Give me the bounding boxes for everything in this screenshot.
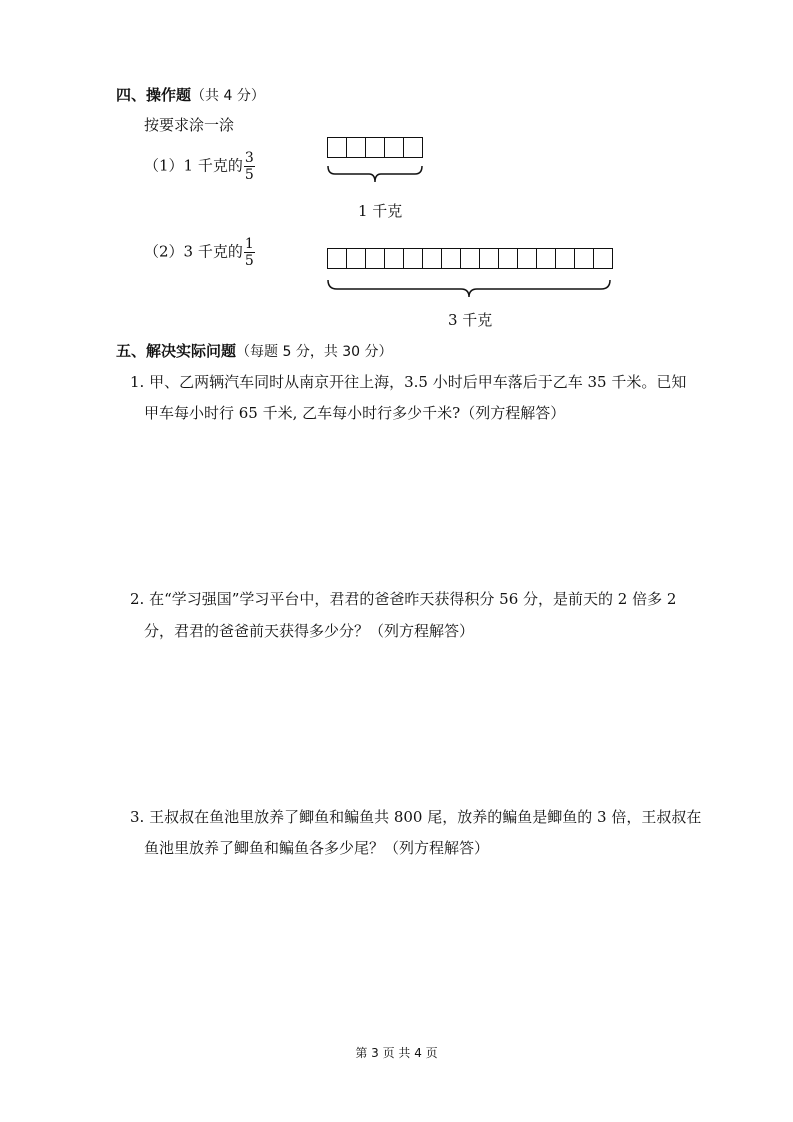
item-2-label — [144, 236, 255, 269]
fraction-numerator: 1 — [244, 236, 254, 252]
section-4-title: 四、操作题 — [116, 86, 192, 104]
grid-cell[interactable] — [404, 137, 423, 158]
problem-3-line-1: 3. 王叔叔在鱼池里放养了鲫鱼和鳊鱼共 800 尾，放养的鳊鱼是鲫鱼的 3 倍，王叔叔在 — [130, 808, 702, 826]
coloring-grid-2 — [327, 248, 613, 269]
grid-cell[interactable] — [423, 248, 442, 269]
grid-cell[interactable] — [347, 248, 366, 269]
section-5-heading — [116, 340, 393, 361]
grid-cell[interactable] — [328, 248, 347, 269]
grid-cell[interactable] — [385, 248, 404, 269]
grid-cell[interactable] — [499, 248, 518, 269]
brace-1 — [327, 166, 423, 186]
grid-cell[interactable] — [404, 248, 423, 269]
coloring-grid-1 — [327, 137, 423, 158]
grid-cell[interactable] — [461, 248, 480, 269]
problem-3-line-2: 鱼池里放养了鲫鱼和鳊鱼各多少尾？（列方程解答） — [144, 839, 490, 857]
fraction-1-5 — [244, 236, 255, 269]
fraction-3-5 — [244, 150, 255, 183]
grid-cell[interactable] — [518, 248, 537, 269]
section-5-title: 五、解决实际问题 — [116, 342, 237, 360]
grid-cell[interactable] — [366, 137, 385, 158]
brace-2 — [327, 280, 612, 302]
section-5-score-note: （每题 5 分，共 30 分） — [236, 344, 393, 360]
brace-1-label: 1 千克 — [358, 202, 403, 220]
grid-cell[interactable] — [385, 137, 404, 158]
grid-cell[interactable] — [366, 248, 385, 269]
problem-2-line-1: 2. 在“学习强国”学习平台中，君君的爸爸昨天获得积分 56 分，是前天的 2 倍多 2 — [130, 590, 677, 608]
problem-1-line-1: 1. 甲、乙两辆汽车同时从南京开往上海，3.5 小时后甲车落后于乙车 35 千米。已知 — [130, 373, 687, 391]
fraction-numerator: 3 — [244, 150, 254, 166]
page-footer: 第 3 页 共 4 页 — [355, 1046, 438, 1060]
section-4-score-note: （共 4 分） — [191, 88, 265, 104]
grid-cell[interactable] — [347, 137, 366, 158]
item-1-label — [144, 150, 255, 183]
item-1-prefix: （1）1 千克的 — [144, 156, 243, 175]
fraction-denominator: 5 — [244, 253, 254, 269]
grid-cell[interactable] — [480, 248, 499, 269]
grid-cell[interactable] — [556, 248, 575, 269]
grid-cell[interactable] — [594, 248, 613, 269]
fraction-denominator: 5 — [244, 167, 254, 183]
grid-cell[interactable] — [442, 248, 461, 269]
section-4-heading — [116, 84, 265, 105]
grid-cell[interactable] — [328, 137, 347, 158]
brace-2-label: 3 千克 — [448, 311, 493, 329]
problem-1-line-2: 甲车每小时行 65 千米, 乙车每小时行多少千米?（列方程解答） — [144, 404, 566, 422]
grid-cell[interactable] — [575, 248, 594, 269]
section-4-instruction: 按要求涂一涂 — [144, 116, 235, 134]
problem-2-line-2: 分，君君的爸爸前天获得多少分？（列方程解答） — [144, 622, 475, 640]
grid-cell[interactable] — [537, 248, 556, 269]
item-2-prefix: （2）3 千克的 — [144, 242, 243, 261]
